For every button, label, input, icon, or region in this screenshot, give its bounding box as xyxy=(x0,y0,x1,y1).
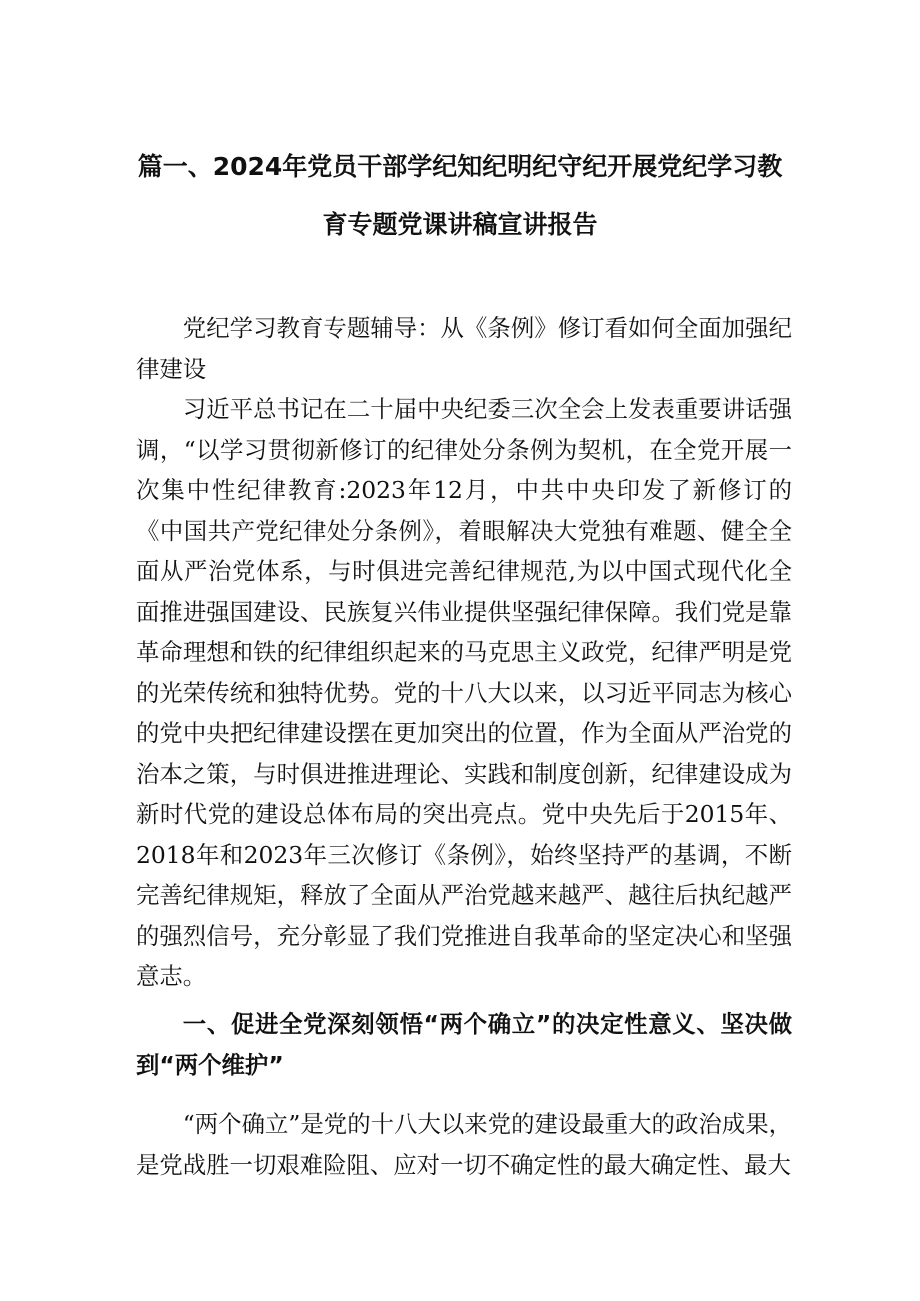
document-title-line-2: 育专题党课讲稿宣讲报告 xyxy=(322,210,598,239)
subtitle-paragraph: 党纪学习教育专题辅导：从《条例》修订看如何全面加强纪律建设 xyxy=(136,314,792,383)
body-paragraph: 习近平总书记在二十届中央纪委三次全会上发表重要讲话强调，“以学习贯彻新修订的纪律处分条例为契机，在全党开展一次集中性纪律教育:2023年12月，中共中央印发了新修订的《中国共产党纪律处分条例》，着眼解决大党独有难题、健全全面从严治党体系，与时俱进完善纪律规范,为以中国式现代化全面推进强国建设、民族复兴伟业提供坚强纪律保障。我们党是靠革命理想和铁的纪律组织起来的马克思主义政党，纪律严明是党的光荣传统和独特优势。党的十八大以来，以习近平同志为核心的党中央把纪律建设摆在更加突出的位置，作为全面从严治党的治本之策，与时俱进推进理论、实践和制度创新，纪律建设成为新时代党的建设总体布局的突出亮点。党中央先后于2015年、2018年和2023年三次修订《条例》，始终坚持严的基调，不断完善纪律规矩，释放了全面从严治党越来越严、越往后执纪越严的强烈信号，充分彰显了我们党推进自我革命的坚定决心和坚强意志。 xyxy=(136,395,792,990)
section-heading: 一、促进全党深刻领悟“两个确立”的决定性意义、坚决做到“两个维护” xyxy=(136,1010,792,1079)
document-title-line-1: 篇一、2024年党员干部学纪知纪明纪守纪开展党纪学习教 xyxy=(137,152,783,181)
section-paragraph: “两个确立”是党的十八大以来党的建设最重大的政治成果，是党战胜一切艰难险阻、应对一切不确定性的最大确定性、最大 xyxy=(136,1110,792,1179)
